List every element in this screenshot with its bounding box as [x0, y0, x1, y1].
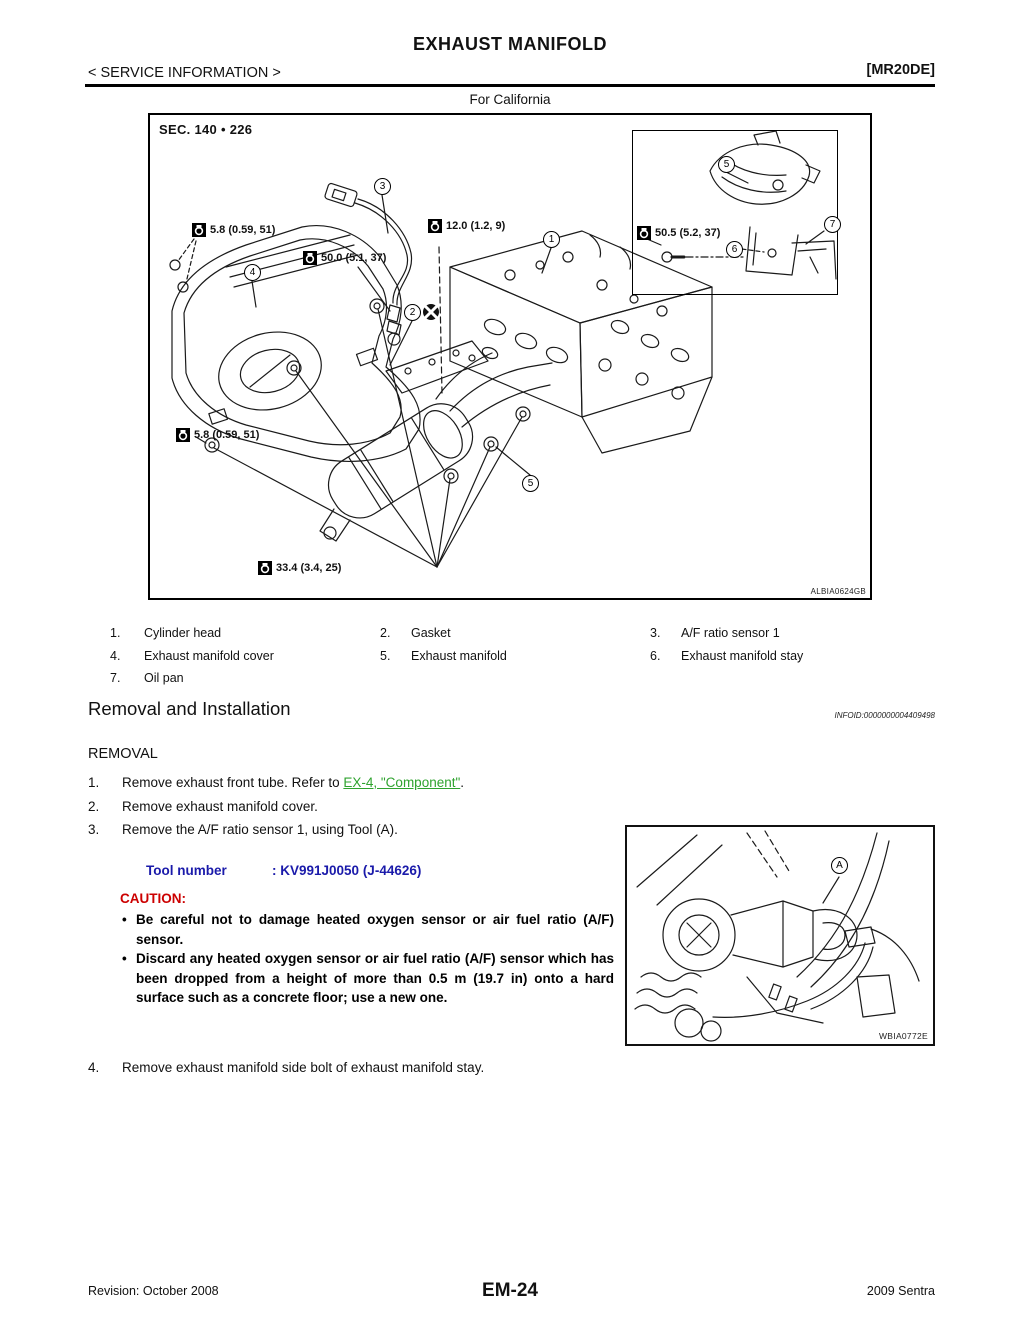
callout-7: 7	[824, 216, 841, 233]
page-title: EXHAUST MANIFOLD	[413, 34, 607, 54]
torque-value: 50.0 (5.1, 37)	[321, 252, 387, 264]
step-text: Remove exhaust manifold cover.	[122, 799, 318, 814]
caution-text: Discard any heated oxygen sensor or air fuel ratio (A/F) sensor which has been dropped from a height of more than 0.5 m (19.7 in) onto a hard surface such as a concrete floor; use a new one.	[136, 951, 614, 1005]
part-number: 6.	[650, 649, 661, 663]
footer-model: 2009 Sentra	[866, 1284, 935, 1298]
step-text: Remove the A/F ratio sensor 1, using Tool (A).	[122, 822, 398, 837]
callout-6: 6	[726, 241, 743, 258]
part-label: Exhaust manifold stay	[681, 649, 804, 663]
callout-5-inset: 5	[718, 156, 735, 173]
breadcrumb-service-information: < SERVICE INFORMATION >	[88, 65, 281, 81]
part-label: Gasket	[411, 626, 451, 640]
caution-title: CAUTION:	[120, 891, 186, 906]
torque-spec	[176, 428, 259, 442]
caution-item	[120, 910, 614, 949]
step-number: 4.	[88, 1060, 100, 1075]
subsection-heading: REMOVAL	[88, 746, 158, 762]
caution-list	[120, 910, 614, 1008]
part-label: Exhaust manifold cover	[144, 649, 274, 663]
torque-spec	[303, 251, 386, 265]
part-number: 1.	[110, 626, 121, 640]
part-label: Cylinder head	[144, 626, 222, 640]
tool-usage-figure	[625, 825, 935, 1046]
torque-wrench-icon	[176, 428, 190, 442]
torque-wrench-icon	[303, 251, 317, 265]
torque-spec	[637, 226, 720, 240]
torque-spec	[428, 219, 505, 233]
torque-spec	[258, 561, 341, 575]
part-label: Oil pan	[144, 671, 184, 685]
footer-revision: Revision: October 2008	[88, 1284, 219, 1298]
part-number: 2.	[380, 626, 391, 640]
infoid-label: INFOID:0000000004409498	[834, 711, 935, 720]
torque-wrench-icon	[637, 226, 651, 240]
bullet-icon: •	[122, 951, 127, 966]
caution-text: Be careful not to damage heated oxygen sensor or air fuel ratio (A/F) sensor.	[136, 912, 614, 947]
tool-number-label: Tool number	[146, 863, 227, 878]
torque-value: 33.4 (3.4, 25)	[276, 562, 342, 574]
ex4-component-link[interactable]: EX-4, "Component"	[343, 775, 461, 790]
section-ref-label: SEC. 140 • 226	[159, 122, 253, 137]
part-number: 4.	[110, 649, 121, 663]
callout-a: A	[831, 857, 848, 874]
step-number: 1.	[88, 775, 100, 790]
callout-2: 2	[404, 304, 421, 321]
bullet-icon: •	[122, 912, 127, 927]
tool-image-id: WBIA0772E	[878, 1031, 928, 1041]
parts-legend	[0, 622, 1020, 692]
torque-value: 5.8 (0.59, 51)	[194, 429, 260, 441]
tool-usage-art	[627, 827, 933, 1044]
torque-spec	[192, 223, 275, 237]
torque-wrench-icon	[428, 219, 442, 233]
callout-3: 3	[374, 178, 391, 195]
sealant-mark	[423, 304, 439, 320]
header-divider	[85, 84, 935, 87]
callout-5: 5	[522, 475, 539, 492]
tool-number-value: : KV991J0050 (J-44626)	[272, 863, 422, 878]
tool-number-line	[146, 863, 422, 878]
step-number: 3.	[88, 822, 100, 837]
part-label: A/F ratio sensor 1	[681, 626, 780, 640]
torque-value: 5.8 (0.59, 51)	[210, 224, 276, 236]
torque-value: 50.5 (5.2, 37)	[655, 227, 721, 239]
torque-value: 12.0 (1.2, 9)	[446, 220, 506, 232]
callout-4: 4	[244, 264, 261, 281]
step-number: 2.	[88, 799, 100, 814]
step-text-pre: Remove exhaust front tube. Refer to	[122, 775, 344, 790]
caution-item	[120, 949, 614, 1008]
engine-code-badge: [MR20DE]	[866, 62, 935, 78]
section-heading: Removal and Installation	[88, 698, 291, 719]
step-text: Remove exhaust manifold side bolt of exhaust manifold stay.	[122, 1060, 485, 1075]
step-text	[122, 775, 622, 790]
figure-caption: For California	[469, 92, 551, 107]
exploded-view-figure	[148, 113, 872, 600]
callout-1: 1	[543, 231, 560, 248]
part-number: 3.	[650, 626, 661, 640]
step-text-post: .	[460, 775, 465, 790]
part-number: 5.	[380, 649, 391, 663]
part-number: 7.	[110, 671, 121, 685]
torque-wrench-icon	[192, 223, 206, 237]
footer-page-number: EM-24	[482, 1280, 538, 1301]
torque-wrench-icon	[258, 561, 272, 575]
part-label: Exhaust manifold	[411, 649, 507, 663]
figure-image-id: ALBIA0624GB	[810, 587, 866, 596]
figure-inset-box	[632, 130, 838, 295]
